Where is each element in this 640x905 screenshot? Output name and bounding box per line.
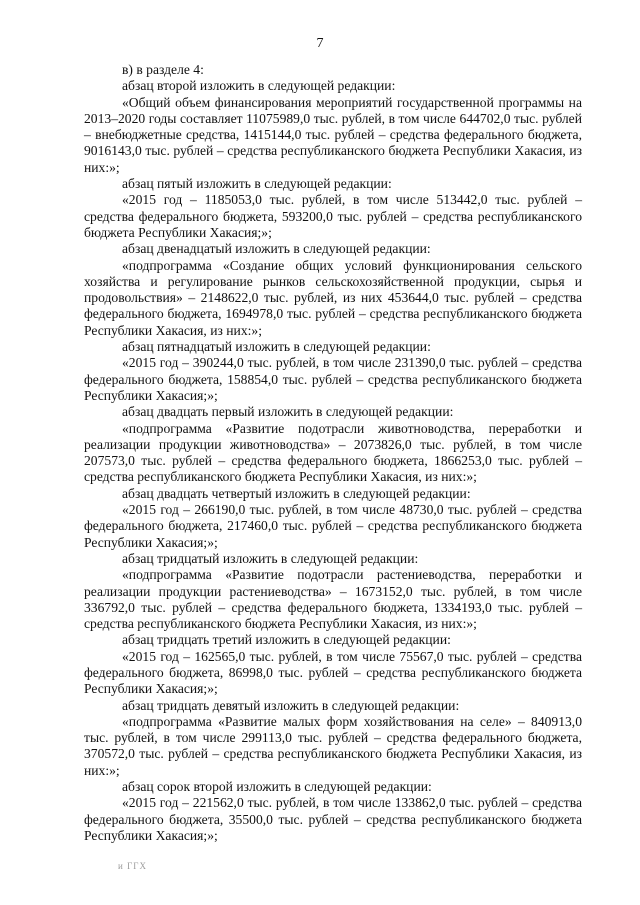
paragraph: абзац тридцать девятый изложить в следующей редакции: [122,697,460,713]
paragraph: «2015 год – 162565,0 тыс. рублей, в том числе 75567,0 тыс. рублей – средства федерального бюджета, 86998,0 тыс. рублей – средства республиканского бюджета Республики Хакасия;»; [84,648,582,697]
document-body [84,62,582,844]
paragraph: абзац пятый изложить в следующей редакции: [122,176,392,192]
paragraph: абзац второй изложить в следующей редакции: [122,78,396,94]
paragraph: абзац двадцать четвертый изложить в следующей редакции: [122,485,471,501]
section-heading: в) в разделе 4: [122,62,204,77]
paragraph: «2015 год – 1185053,0 тыс. рублей, в том числе 513442,0 тыс. рублей – средства федерального бюджета, 593200,0 тыс. рублей – средства республиканского бюджета Республики Хакасия;»; [84,192,582,240]
paragraph: «подпрограмма «Развитие малых форм хозяйствования на селе» – 840913,0 тыс. рублей, в том числе 299113,0 тыс. рублей – средства федерального бюджета, 370572,0 тыс. рублей – средства республиканского бюджета Республики Хакасия, из них:»; [84,713,582,778]
paragraph: «2015 год – 390244,0 тыс. рублей, в том числе 231390,0 тыс. рублей – средства федерального бюджета, 158854,0 тыс. рублей – средства республиканского бюджета Республики Хакасия;»; [84,355,582,403]
paragraph: «Общий объем финансирования мероприятий государственной программы на 2013–2020 годы составляет 11075989,0 тыс. рублей, в том числе 644702,0 тыс. рублей – внебюджетные средства, 1415144,0 тыс. рублей – средства федерального бюджета, 9016143,0 тыс. рублей – средства республиканского бюджета Республики Хакасия, из них:»; [84,94,582,175]
paragraph: абзац сорок второй изложить в следующей редакции: [122,779,432,795]
paragraph: абзац двадцать первый изложить в следующей редакции: [122,404,454,420]
paragraph: «2015 год – 266190,0 тыс. рублей, в том числе 48730,0 тыс. рублей – средства федерального бюджета, 217460,0 тыс. рублей – средства республиканского бюджета Республики Хакасия;»; [84,502,582,550]
paragraph: абзац тридцать третий изложить в следующей редакции: [122,632,451,648]
paragraph: абзац пятнадцатый изложить в следующей редакции: [122,339,431,355]
paragraph: «2015 год – 221562,0 тыс. рублей, в том числе 133862,0 тыс. рублей – средства федерального бюджета, 35500,0 тыс. рублей – средства республиканского бюджета Республики Хакасия;»; [84,795,582,843]
footer-code: и ГГХ [118,861,147,871]
paragraph: «подпрограмма «Развитие подотрасли растениеводства, переработки и реализации продукции растениеводства» – 1673152,0 тыс. рублей, в том числе 336792,0 тыс. рублей – средства федерального бюджета, 1334193,0 тыс. рублей – средства республиканского бюджета Республики Хакасия, из них:»; [84,567,582,632]
paragraph: абзац двенадцатый изложить в следующей редакции: [122,241,431,257]
paragraph: «подпрограмма «Развитие подотрасли животноводства, переработки и реализации продукции животноводства» – 2073826,0 тыс. рублей, в том числе 207573,0 тыс. рублей – средства федерального бюджета, 1866253,0 тыс. рублей – средства республиканского бюджета Республики Хакасия, из них:»; [84,420,582,485]
page-number: 7 [316,36,324,51]
paragraph: «подпрограмма «Создание общих условий функционирования сельского хозяйства и регулирование рынков сельскохозяйственной продукции, сырья и продовольствия» – 2148622,0 тыс. рублей, из них 453644,0 тыс. рублей – средства федерального бюджета, 1694978,0 тыс. рублей – средства республиканского бюджета Республики Хакасия, из них:»; [84,257,582,338]
paragraph: абзац тридцатый изложить в следующей редакции: [122,550,419,566]
